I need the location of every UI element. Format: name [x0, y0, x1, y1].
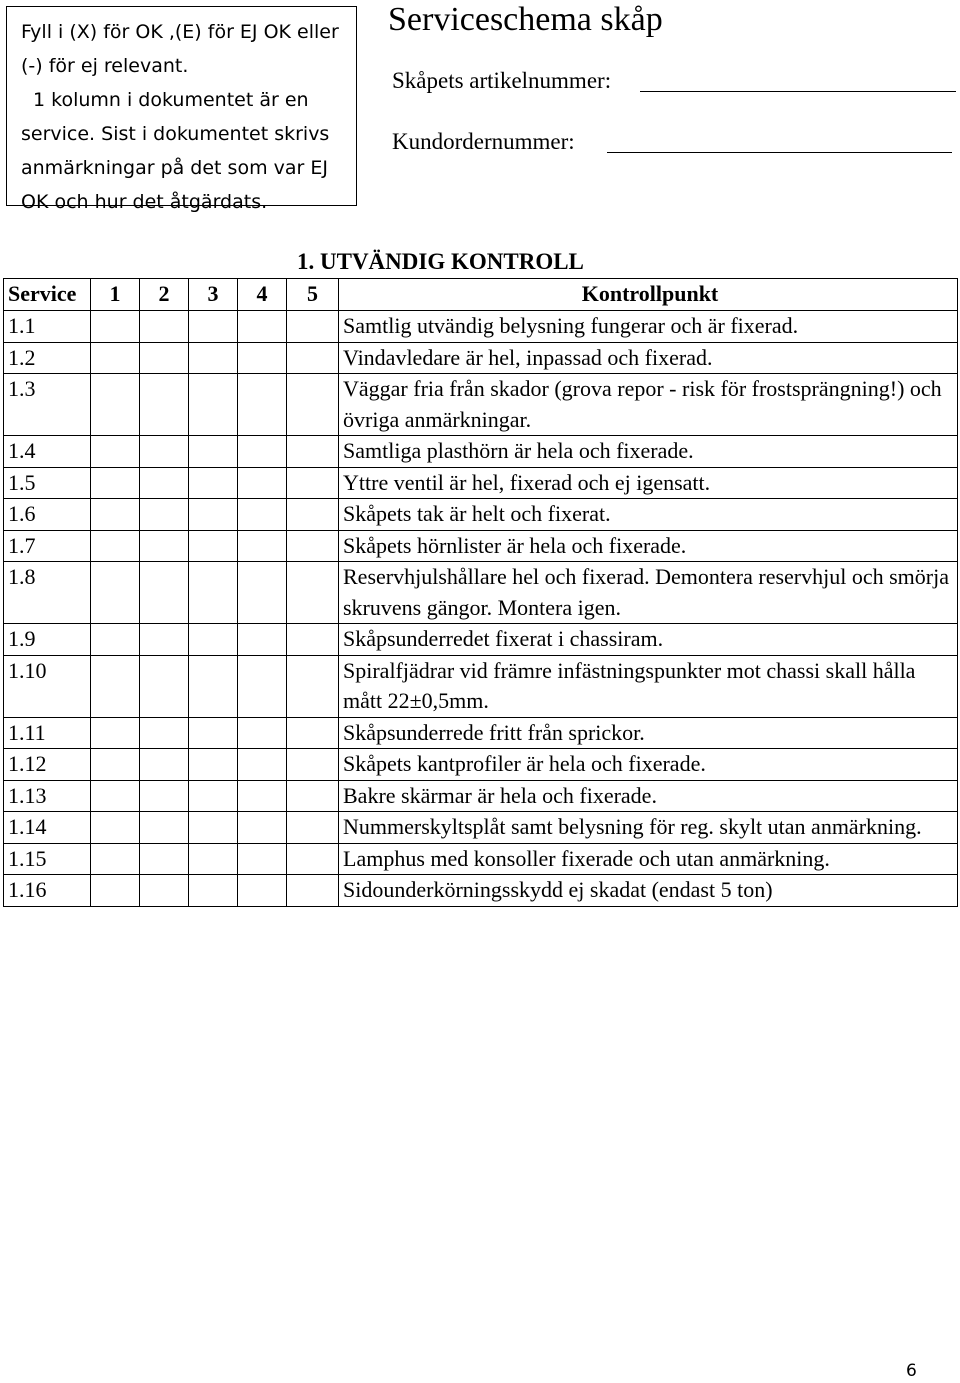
service-1-cell[interactable]	[91, 374, 140, 436]
service-2-cell[interactable]	[140, 843, 189, 875]
article-number-field	[392, 66, 611, 96]
checkpoint-text: Skåpets hörnlister är hela och fixerade.	[339, 530, 958, 562]
row-id: 1.4	[4, 436, 91, 468]
checkpoint-text: Nummerskyltsplåt samt belysning för reg. skylt utan anmärkning.	[339, 812, 958, 844]
service-5-cell[interactable]	[287, 780, 339, 812]
service-1-cell[interactable]	[91, 467, 140, 499]
service-4-cell[interactable]	[238, 812, 287, 844]
table-row	[4, 875, 958, 907]
service-2-cell[interactable]	[140, 562, 189, 624]
service-2-cell[interactable]	[140, 875, 189, 907]
table-row	[4, 467, 958, 499]
service-2-cell[interactable]	[140, 342, 189, 374]
instruction-line: 1 kolumn i dokumentet är en	[33, 89, 309, 111]
service-2-cell[interactable]	[140, 374, 189, 436]
row-id: 1.5	[4, 467, 91, 499]
service-5-cell[interactable]	[287, 624, 339, 656]
service-5-cell[interactable]	[287, 812, 339, 844]
checkpoint-text: Skåpsunderredet fixerat i chassiram.	[339, 624, 958, 656]
row-id: 1.11	[4, 717, 91, 749]
service-1-cell[interactable]	[91, 562, 140, 624]
service-3-cell[interactable]	[189, 562, 238, 624]
service-4-cell[interactable]	[238, 499, 287, 531]
service-4-cell[interactable]	[238, 562, 287, 624]
service-3-cell[interactable]	[189, 374, 238, 436]
service-4-cell[interactable]	[238, 843, 287, 875]
row-id: 1.15	[4, 843, 91, 875]
col-service: Service	[4, 279, 91, 311]
service-5-cell[interactable]	[287, 562, 339, 624]
service-5-cell[interactable]	[287, 311, 339, 343]
row-id: 1.12	[4, 749, 91, 781]
service-5-cell[interactable]	[287, 655, 339, 717]
checkpoint-text: Lamphus med konsoller fixerade och utan anmärkning.	[339, 843, 958, 875]
service-5-cell[interactable]	[287, 717, 339, 749]
col-service-3: 3	[189, 279, 238, 311]
service-2-cell[interactable]	[140, 717, 189, 749]
service-5-cell[interactable]	[287, 530, 339, 562]
table-row	[4, 655, 958, 717]
article-number-blank[interactable]	[640, 91, 956, 92]
service-3-cell[interactable]	[189, 717, 238, 749]
table-header-row	[4, 279, 958, 311]
service-4-cell[interactable]	[238, 530, 287, 562]
service-3-cell[interactable]	[189, 530, 238, 562]
col-service-2: 2	[140, 279, 189, 311]
checkpoint-text: Väggar fria från skador (grova repor - risk för frostsprängning!) och övriga anmärkningar.	[339, 374, 958, 436]
service-3-cell[interactable]	[189, 780, 238, 812]
service-3-cell[interactable]	[189, 655, 238, 717]
service-4-cell[interactable]	[238, 780, 287, 812]
service-4-cell[interactable]	[238, 655, 287, 717]
order-number-field	[392, 127, 575, 157]
service-1-cell[interactable]	[91, 843, 140, 875]
page-title: Serviceschema skåp	[388, 1, 663, 38]
service-1-cell[interactable]	[91, 530, 140, 562]
service-3-cell[interactable]	[189, 467, 238, 499]
service-2-cell[interactable]	[140, 311, 189, 343]
service-1-cell[interactable]	[91, 311, 140, 343]
checklist-table	[3, 278, 958, 907]
service-2-cell[interactable]	[140, 655, 189, 717]
table-row	[4, 624, 958, 656]
service-1-cell[interactable]	[91, 717, 140, 749]
table-row	[4, 780, 958, 812]
table-row	[4, 436, 958, 468]
service-4-cell[interactable]	[238, 624, 287, 656]
service-1-cell[interactable]	[91, 780, 140, 812]
service-5-cell[interactable]	[287, 499, 339, 531]
row-id: 1.14	[4, 812, 91, 844]
instruction-line: service. Sist i dokumentet skrivs	[21, 123, 330, 145]
table-row	[4, 499, 958, 531]
service-3-cell[interactable]	[189, 875, 238, 907]
service-2-cell[interactable]	[140, 624, 189, 656]
table-row	[4, 749, 958, 781]
service-3-cell[interactable]	[189, 342, 238, 374]
table-row	[4, 311, 958, 343]
service-1-cell[interactable]	[91, 749, 140, 781]
checkpoint-text: Samtlig utvändig belysning fungerar och är fixerad.	[339, 311, 958, 343]
service-4-cell[interactable]	[238, 717, 287, 749]
instruction-line: anmärkningar på det som var EJ	[21, 157, 328, 179]
row-id: 1.7	[4, 530, 91, 562]
service-2-cell[interactable]	[140, 812, 189, 844]
checkpoint-text: Spiralfjädrar vid främre infästningspunkter mot chassi skall hålla mått 22±0,5mm.	[339, 655, 958, 717]
instructions-box	[6, 6, 357, 213]
checkpoint-text: Samtliga plasthörn är hela och fixerade.	[339, 436, 958, 468]
row-id: 1.3	[4, 374, 91, 436]
service-5-cell[interactable]	[287, 342, 339, 374]
service-2-cell[interactable]	[140, 436, 189, 468]
row-id: 1.10	[4, 655, 91, 717]
table-row	[4, 562, 958, 624]
checkpoint-text: Skåpets kantprofiler är hela och fixerade.	[339, 749, 958, 781]
service-5-cell[interactable]	[287, 467, 339, 499]
table-row	[4, 717, 958, 749]
row-id: 1.2	[4, 342, 91, 374]
service-5-cell[interactable]	[287, 749, 339, 781]
service-2-cell[interactable]	[140, 749, 189, 781]
checkpoint-text: Skåpets tak är helt och fixerat.	[339, 499, 958, 531]
instruction-line: Fyll i (X) för OK ,(E) för EJ OK eller	[21, 21, 339, 43]
article-number-label: Skåpets artikelnummer:	[392, 68, 612, 93]
service-1-cell[interactable]	[91, 812, 140, 844]
table-row	[4, 812, 958, 844]
service-3-cell[interactable]	[189, 749, 238, 781]
service-1-cell[interactable]	[91, 342, 140, 374]
service-5-cell[interactable]	[287, 843, 339, 875]
col-service-4: 4	[238, 279, 287, 311]
section-title: 1. UTVÄNDIG KONTROLL	[297, 249, 584, 274]
row-id: 1.13	[4, 780, 91, 812]
service-4-cell[interactable]	[238, 467, 287, 499]
service-2-cell[interactable]	[140, 530, 189, 562]
service-4-cell[interactable]	[238, 311, 287, 343]
service-1-cell[interactable]	[91, 624, 140, 656]
service-3-cell[interactable]	[189, 812, 238, 844]
checkpoint-text: Vindavledare är hel, inpassad och fixerad.	[339, 342, 958, 374]
service-3-cell[interactable]	[189, 499, 238, 531]
service-4-cell[interactable]	[238, 749, 287, 781]
order-number-blank[interactable]	[607, 152, 952, 153]
page-number: 6	[906, 1361, 917, 1381]
row-id: 1.9	[4, 624, 91, 656]
service-2-cell[interactable]	[140, 780, 189, 812]
service-4-cell[interactable]	[238, 436, 287, 468]
col-service-1: 1	[91, 279, 140, 311]
service-4-cell[interactable]	[238, 875, 287, 907]
service-1-cell[interactable]	[91, 875, 140, 907]
instruction-line: OK och hur det åtgärdats.	[21, 191, 268, 213]
service-2-cell[interactable]	[140, 499, 189, 531]
row-id: 1.8	[4, 562, 91, 624]
table-row	[4, 374, 958, 436]
row-id: 1.1	[4, 311, 91, 343]
service-4-cell[interactable]	[238, 374, 287, 436]
service-4-cell[interactable]	[238, 342, 287, 374]
checkpoint-text: Yttre ventil är hel, fixerad och ej igensatt.	[339, 467, 958, 499]
service-3-cell[interactable]	[189, 311, 238, 343]
checkpoint-text: Skåpsunderrede fritt från sprickor.	[339, 717, 958, 749]
service-5-cell[interactable]	[287, 875, 339, 907]
row-id: 1.16	[4, 875, 91, 907]
service-2-cell[interactable]	[140, 467, 189, 499]
service-3-cell[interactable]	[189, 436, 238, 468]
table-row	[4, 342, 958, 374]
row-id: 1.6	[4, 499, 91, 531]
service-5-cell[interactable]	[287, 374, 339, 436]
instruction-line: (-) för ej relevant.	[21, 55, 189, 77]
service-1-cell[interactable]	[91, 499, 140, 531]
checkpoint-text: Sidounderkörningsskydd ej skadat (endast 5 ton)	[339, 875, 958, 907]
col-checkpoint: Kontrollpunkt	[339, 279, 958, 311]
service-1-cell[interactable]	[91, 436, 140, 468]
checkpoint-text: Bakre skärmar är hela och fixerade.	[339, 780, 958, 812]
table-row	[4, 843, 958, 875]
order-number-label: Kundordernummer:	[392, 129, 575, 154]
checkpoint-text: Reservhjulshållare hel och fixerad. Demontera reservhjul och smörja skruvens gängor. Montera igen.	[339, 562, 958, 624]
service-3-cell[interactable]	[189, 624, 238, 656]
table-row	[4, 530, 958, 562]
service-1-cell[interactable]	[91, 655, 140, 717]
service-3-cell[interactable]	[189, 843, 238, 875]
col-service-5: 5	[287, 279, 339, 311]
service-5-cell[interactable]	[287, 436, 339, 468]
